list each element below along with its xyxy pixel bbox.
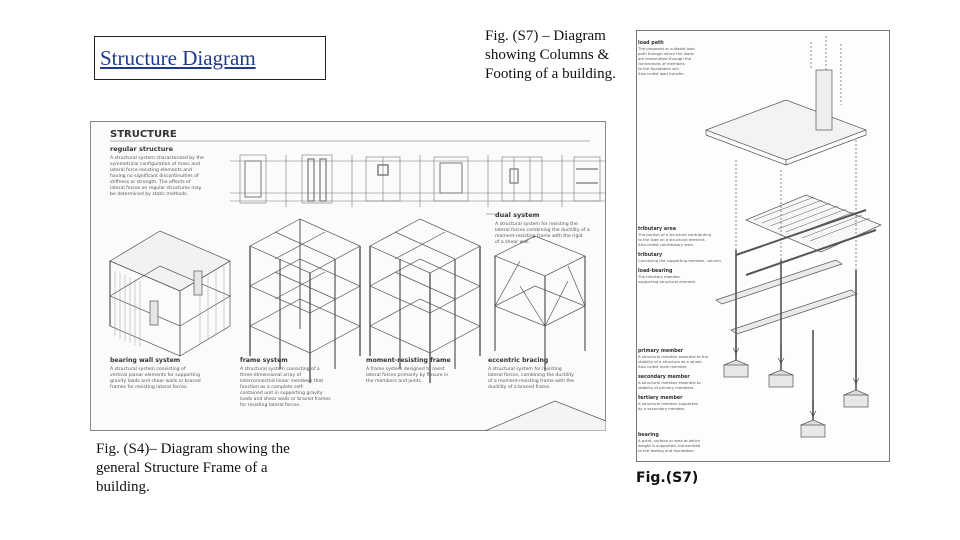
svg-text:path through which the loads: path through which the loads bbox=[638, 51, 694, 56]
svg-text:The portion of a structure con: The portion of a structure contributing bbox=[638, 232, 711, 237]
secondary-title: secondary member bbox=[638, 375, 690, 380]
svg-text:to the foundation soil.: to the foundation soil. bbox=[638, 66, 680, 71]
tributary-area-title: tributary area bbox=[638, 227, 676, 232]
caption-s7: Fig. (S7) – Diagram showing Columns & Footing of a building. bbox=[485, 28, 616, 82]
page-title: Structure Diagram bbox=[100, 46, 256, 70]
svg-text:lateral forces, combining the: lateral forces, combining the ductility bbox=[488, 373, 575, 378]
svg-text:three-dimensional array of: three-dimensional array of bbox=[240, 373, 302, 378]
svg-text:A structural system characteri: A structural system characterized by the bbox=[110, 156, 204, 161]
bearing-area-title: load-bearing bbox=[638, 269, 673, 274]
svg-text:stiffness or strength. The eff: stiffness or strength. The effects of bbox=[110, 180, 191, 185]
tributary-title: tributary bbox=[638, 253, 663, 258]
svg-text:lateral force-resisting elemen: lateral force-resisting elements and bbox=[110, 168, 192, 173]
svg-text:for resisting lateral forces.: for resisting lateral forces. bbox=[240, 403, 301, 408]
svg-text:A structural member essential: A structural member essential to the bbox=[638, 354, 709, 359]
svg-text:connections of members: connections of members bbox=[638, 61, 685, 66]
svg-text:A structural member essential: A structural member essential to bbox=[638, 380, 701, 385]
svg-text:by a secondary member.: by a secondary member. bbox=[638, 406, 686, 411]
tributary-text: Conveying the supporting member, column. bbox=[638, 258, 723, 263]
svg-text:interconnected linear members: interconnected linear members that bbox=[240, 379, 324, 384]
svg-text:lateral forces primarily by fl: lateral forces primarily by flexure in bbox=[366, 373, 449, 378]
svg-text:ductility of a braced frame.: ductility of a braced frame. bbox=[488, 385, 551, 390]
secondary-text bbox=[638, 380, 701, 390]
svg-text:frames for resisting lateral f: frames for resisting lateral forces. bbox=[110, 385, 188, 390]
svg-text:having no significant disconti: having no significant discontinuities of bbox=[110, 174, 199, 179]
svg-text:supporting structural element.: supporting structural element. bbox=[638, 279, 697, 284]
structure-systems-figure bbox=[90, 121, 606, 431]
load-path-title: load path bbox=[638, 41, 664, 46]
svg-text:A structural system consisting: A structural system consisting of a bbox=[240, 367, 320, 372]
svg-text:stability of primary members.: stability of primary members. bbox=[638, 385, 695, 390]
svg-text:The tributary member: The tributary member bbox=[638, 274, 681, 279]
svg-text:the members and joints.: the members and joints. bbox=[366, 379, 423, 384]
svg-text:Also called contributory area.: Also called contributory area. bbox=[638, 242, 694, 247]
svg-text:A structural member supported: A structural member supported bbox=[638, 401, 698, 406]
footing-title: bearing bbox=[638, 433, 659, 438]
svg-text:moment-resisting frame with th: moment-resisting frame with the rigid bbox=[495, 234, 583, 239]
tertiary-title: tertiary member bbox=[638, 396, 683, 401]
regular-text bbox=[110, 155, 204, 197]
frame-title: frame system bbox=[240, 357, 288, 364]
svg-text:A frame system designed to res: A frame system designed to resist bbox=[366, 367, 445, 372]
svg-text:A structural system for resist: A structural system for resisting the bbox=[495, 222, 578, 227]
svg-text:to the load on a structural el: to the load on a structural element. bbox=[638, 237, 706, 242]
svg-text:be determined by static method: be determined by static methods. bbox=[110, 192, 189, 197]
svg-text:Also called load transfer.: Also called load transfer. bbox=[638, 71, 685, 76]
columns-footing-figure bbox=[636, 30, 890, 462]
svg-text:lateral forces combining the d: lateral forces combining the ductility of a bbox=[495, 228, 590, 233]
svg-text:vertical planar elements for s: vertical planar elements for supporting bbox=[110, 373, 200, 378]
svg-text:stability of a structure as a: stability of a structure as a whole. bbox=[638, 359, 703, 364]
svg-text:of a shear wall.: of a shear wall. bbox=[495, 240, 531, 245]
svg-text:are transmitted through the: are transmitted through the bbox=[638, 56, 692, 61]
eccentric-title: eccentric bracing bbox=[488, 357, 549, 364]
caption-s4: Fig. (S4)– Diagram showing the general Structure Frame of a building. bbox=[96, 441, 290, 495]
dual-title: dual system bbox=[495, 211, 540, 219]
svg-text:gravity loads and shear walls: gravity loads and shear walls or braced bbox=[110, 379, 201, 384]
svg-text:The proposed or suitable load: The proposed or suitable load bbox=[638, 46, 695, 51]
footing-text bbox=[638, 438, 701, 453]
svg-text:A point, surface or area at wh: A point, surface or area at which bbox=[638, 438, 700, 443]
svg-text:symmetrical configuration of m: symmetrical configuration of mass and bbox=[110, 162, 200, 167]
svg-text:A structural system for resist: A structural system for resisting bbox=[488, 367, 562, 372]
moment-title: moment-resisting frame bbox=[366, 357, 451, 364]
svg-text:to the footing and foundation.: to the footing and foundation. bbox=[638, 448, 696, 453]
bearing-title: bearing wall system bbox=[110, 357, 181, 364]
primary-title: primary member bbox=[638, 349, 684, 354]
caption-s7-label: Fig.(S7) bbox=[636, 470, 699, 486]
svg-text:A structural system consisting: A structural system consisting of bbox=[110, 367, 186, 372]
svg-text:Also called main member.: Also called main member. bbox=[638, 364, 688, 369]
svg-text:lateral forces on regular stru: lateral forces on regular structures may bbox=[110, 186, 202, 191]
svg-text:of a moment-resisting frame wi: of a moment-resisting frame with the bbox=[488, 379, 574, 384]
figure-heading: STRUCTURE bbox=[110, 129, 177, 140]
svg-text:weight is supported, transmitt: weight is supported, transmitted bbox=[638, 443, 701, 448]
svg-text:function as a complete self-: function as a complete self- bbox=[240, 385, 304, 390]
svg-text:loads and shear walls or brace: loads and shear walls or braced frames bbox=[240, 397, 331, 402]
svg-text:contained unit in supporting g: contained unit in supporting gravity bbox=[240, 391, 323, 396]
regular-title: regular structure bbox=[110, 145, 173, 153]
